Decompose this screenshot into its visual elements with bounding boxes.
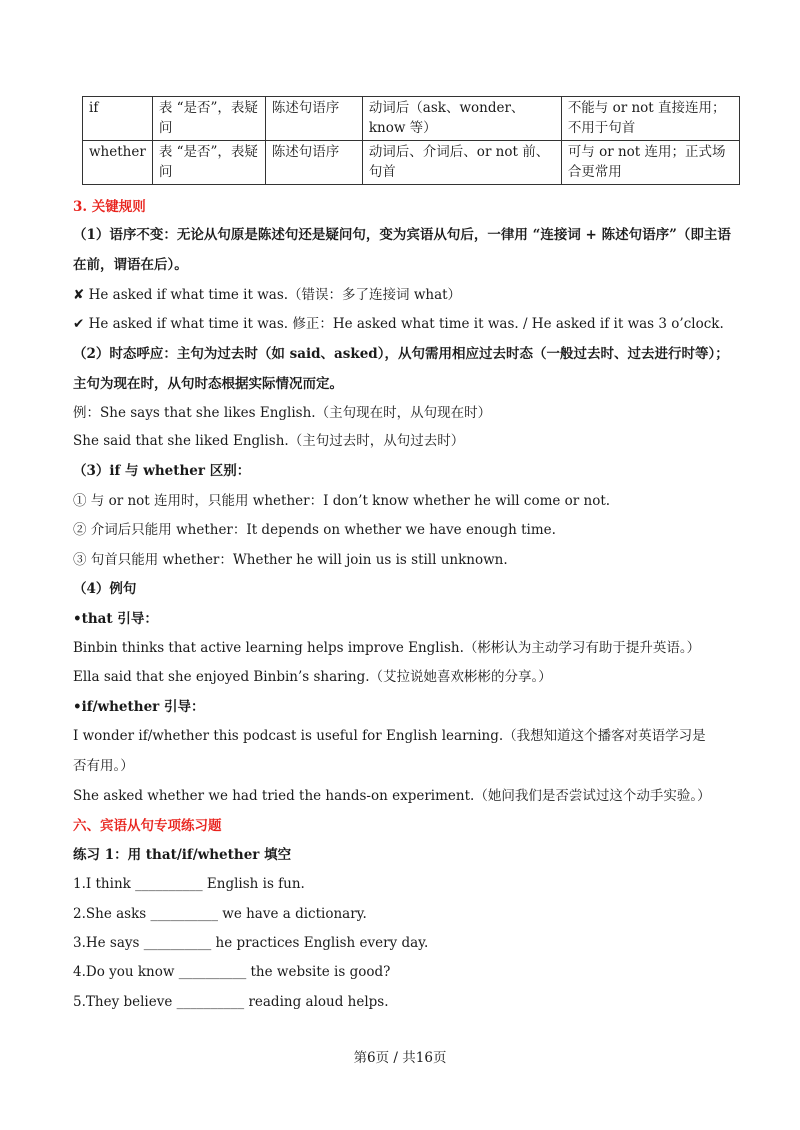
table-cell: 动词后、介词后、or not 前、句首 xyxy=(362,141,561,185)
page-number: 第6页 / 共16页 xyxy=(353,1050,447,1066)
right-example xyxy=(73,314,724,334)
table-cell: 动词后（ask、wonder、know 等） xyxy=(362,97,561,141)
section-title: 六、宾语从句专项练习题 xyxy=(73,818,222,834)
that-heading: •that 引导： xyxy=(73,611,158,627)
rule-examples: （4）例句 xyxy=(73,581,137,597)
table-row xyxy=(83,97,740,141)
right-example-text: He asked if what time it was. 修正：He asked what time it was. / He asked if it was 3 o’clock. xyxy=(88,316,724,332)
wrong-example-text: He asked if what time it was.（错误：多了连接词 what） xyxy=(88,287,462,303)
check-icon: ✔ xyxy=(73,316,85,332)
exercise-item: 3.He says __________ he practices English every day. xyxy=(73,935,429,951)
difference-1: ① 与 or not 连用时，只能用 whether：I don’t know whether he will come or not. xyxy=(73,493,611,509)
that-example-2: Ella said that she enjoyed Binbin’s sharing.（艾拉说她喜欢彬彬的分享。） xyxy=(73,669,552,685)
tense-example-2: She said that she liked English.（主句过去时，从句过去时） xyxy=(73,433,465,449)
rules-heading: 3. 关键规则 xyxy=(73,199,146,215)
table-cell: 不能与 or not 直接连用；不用于句首 xyxy=(561,97,739,141)
if-whether-example-2: She asked whether we had tried the hands-on experiment.（她问我们是否尝试过这个动手实验。） xyxy=(73,788,711,804)
difference-2: ② 介词后只能用 whether：It depends on whether we have enough time. xyxy=(73,522,556,538)
table-cell: whether xyxy=(83,141,153,185)
that-example-1: Binbin thinks that active learning helps improve English.（彬彬认为主动学习有助于提升英语。） xyxy=(73,640,701,656)
if-whether-example-1: I wonder if/whether this podcast is useful for English learning.（我想知道这个播客对英语学习是否有用。） xyxy=(73,728,706,774)
table-cell: 陈述句语序 xyxy=(265,141,362,185)
table-cell: if xyxy=(83,97,153,141)
rule-word-order: （1）语序不变：无论从句原是陈述句还是疑问句，变为宾语从句后，一律用 “连接词 + 陈述句语序”（即主语在前，谓语在后）。 xyxy=(73,227,731,273)
table-row xyxy=(83,141,740,185)
table-cell: 陈述句语序 xyxy=(265,97,362,141)
exercise-item: 4.Do you know __________ the website is good? xyxy=(73,964,391,980)
exercise-item: 1.I think __________ English is fun. xyxy=(73,876,305,892)
exercise-item: 2.She asks __________ we have a dictionary. xyxy=(73,906,367,922)
rule-tense: （2）时态呼应：主句为过去时（如 said、asked），从句需用相应过去时态（一般过去时、过去进行时等）；主句为现在时，从句时态根据实际情况而定。 xyxy=(73,346,729,392)
table-cell: 表 “是否”，表疑问 xyxy=(152,141,265,185)
difference-3: ③ 句首只能用 whether：Whether he will join us is still unknown. xyxy=(73,552,508,568)
wrong-example xyxy=(73,285,461,305)
exercise-item: 5.They believe __________ reading aloud helps. xyxy=(73,994,389,1010)
cross-icon: ✘ xyxy=(73,287,85,303)
tense-example-1: 例：She says that she likes English.（主句现在时，从句现在时） xyxy=(73,405,492,421)
rule-if-whether: （3）if 与 whether 区别： xyxy=(73,463,251,479)
exercise-title: 练习 1：用 that/if/whether 填空 xyxy=(73,847,292,863)
table-cell: 表 “是否”，表疑问 xyxy=(152,97,265,141)
table-cell: 可与 or not 连用；正式场合更常用 xyxy=(561,141,739,185)
if-whether-heading: •if/whether 引导： xyxy=(73,699,205,715)
conjunction-table xyxy=(82,96,740,185)
